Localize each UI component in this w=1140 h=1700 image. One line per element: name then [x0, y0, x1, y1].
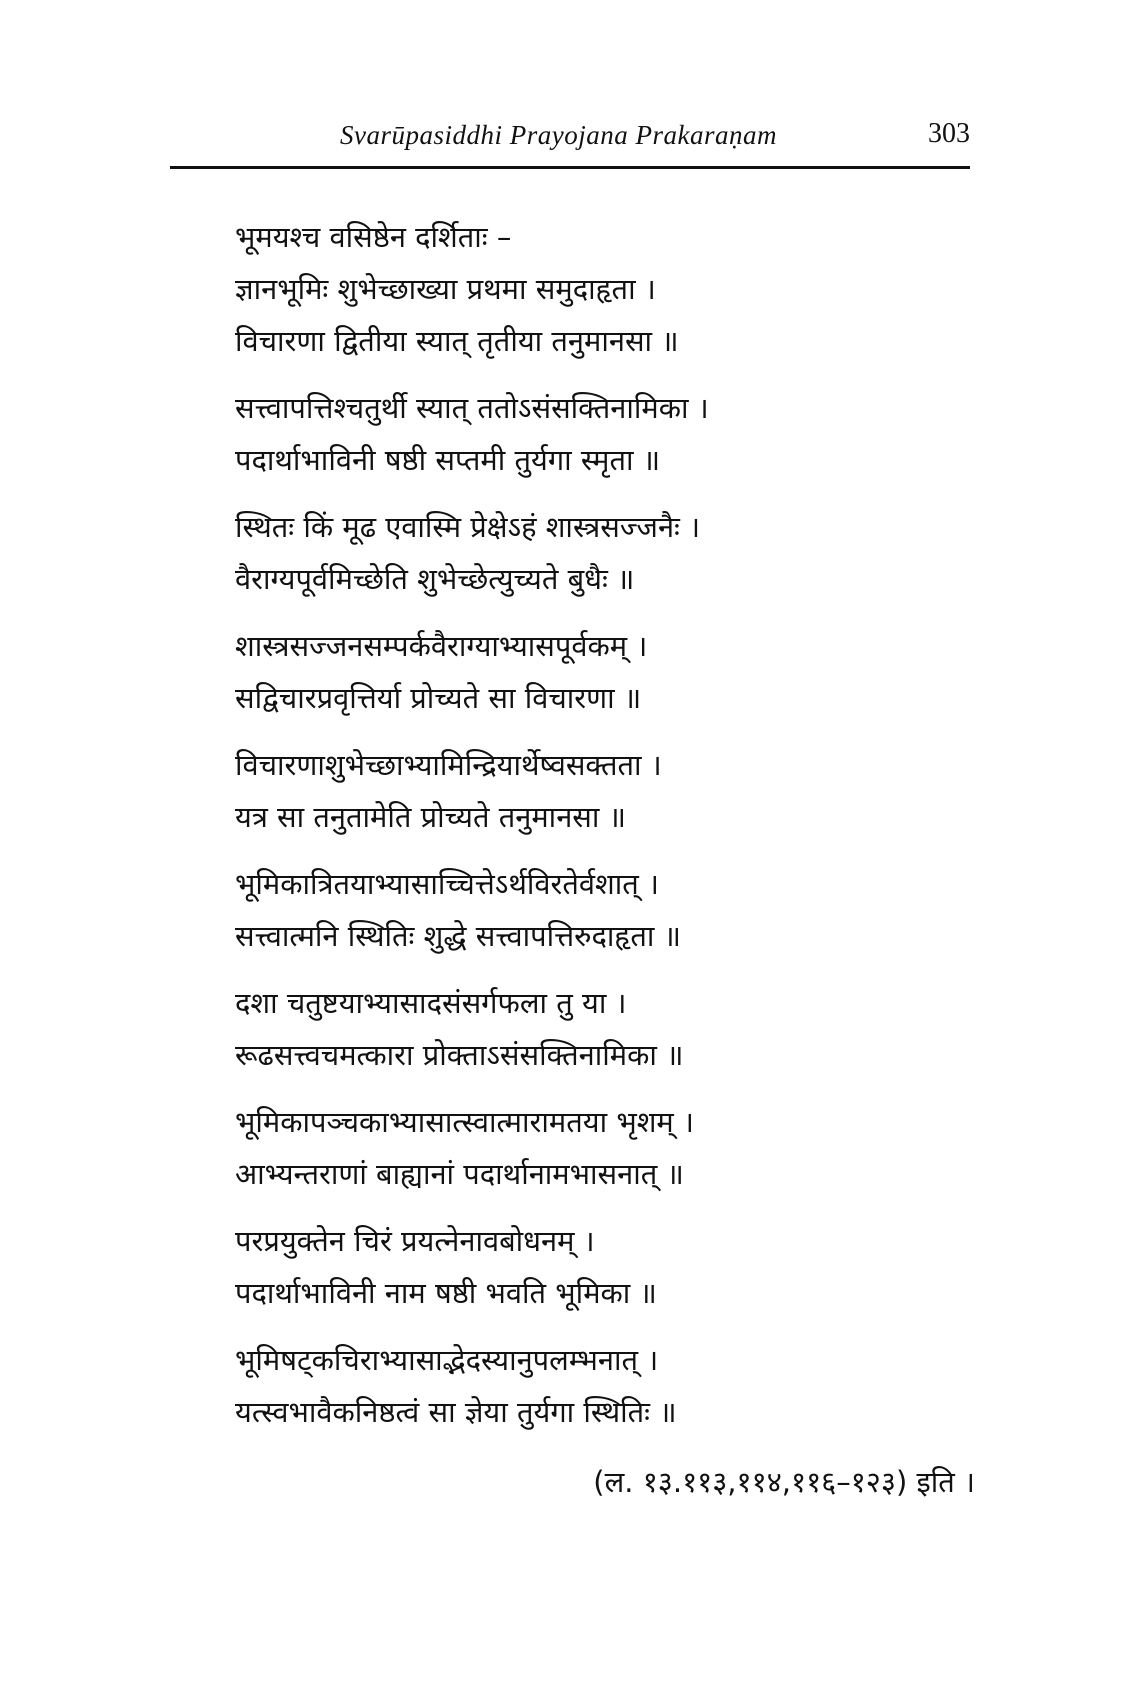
verse-line: वैराग्यपूर्वमिच्छेति शुभेच्छेत्युच्यते बुधैः ॥ [235, 562, 635, 596]
verse-line: भूमिकापञ्चकाभ्यासात्स्वात्मारामतया भृशम् । [235, 1105, 694, 1139]
verse-line: यत्र सा तनुतामेति प्रोच्यते तनुमानसा ॥ [235, 800, 626, 834]
verse-line: सद्विचारप्रवृत्तिर्या प्रोच्यते सा विचारणा ॥ [235, 681, 642, 715]
verse-body [235, 211, 995, 1453]
stanza [235, 1096, 995, 1200]
stanza [235, 1334, 995, 1438]
verse-line: विचारणा द्वितीया स्यात् तृतीया तनुमानसा ॥ [235, 324, 679, 358]
verse-line: यत्स्वभावैकनिष्ठत्वं सा ज्ञेया तुर्यगा स्थितिः ॥ [235, 1395, 677, 1429]
running-title: Svarūpasiddhi Prayojana Prakaraṇam [340, 120, 777, 150]
verse-line: पदार्थाभाविनी षष्ठी सप्तमी तुर्यगा स्मृता ॥ [235, 443, 661, 477]
page-number: 303 [928, 118, 970, 149]
verse-line: ज्ञानभूमिः शुभेच्छाख्या प्रथमा समुदाहृता । [235, 272, 656, 306]
header-rule [170, 166, 970, 169]
stanza [235, 382, 995, 486]
verse-line: आभ्यन्तराणां बाह्यानां पदार्थानामभासनात् ॥ [235, 1157, 684, 1191]
verse-line: सत्त्वात्मनि स्थितिः शुद्धे सत्त्वापत्तिरुदाहृता ॥ [235, 919, 682, 953]
verse-line: भूमिषट्कचिराभ्यासाद्भेदस्यानुपलम्भनात् । [235, 1343, 659, 1377]
stanza [235, 620, 995, 724]
stanza [235, 501, 995, 605]
stanza [235, 739, 995, 843]
verse-line: विचारणाशुभेच्छाभ्यामिन्द्रियार्थेष्वसक्तता । [235, 748, 662, 782]
verse-line: दशा चतुष्टयाभ्यासादसंसर्गफला तु या । [235, 986, 627, 1020]
verse-line: सत्त्वापत्तिश्चतुर्थी स्यात् ततोऽसंसक्तिनामिका । [235, 391, 709, 425]
stanza [235, 977, 995, 1081]
verse-line: भूमयश्च वसिष्ठेन दर्शिताः – [235, 220, 512, 254]
source-reference: (ल. १३.११३,११४,११६–१२३) इति । [593, 1465, 975, 1499]
verse-line: स्थितः किं मूढ एवास्मि प्रेक्षेऽहं शास्त्रसज्जनैः । [235, 510, 701, 544]
verse-line: शास्त्रसज्जनसम्पर्कवैराग्याभ्यासपूर्वकम् । [235, 629, 648, 663]
verse-line: भूमिकात्रितयाभ्यासाच्चित्तेऽर्थविरतेर्वशात् । [235, 867, 660, 901]
stanza [235, 211, 995, 367]
stanza [235, 1215, 995, 1319]
verse-line: परप्रयुक्तेन चिरं प्रयत्नेनावबोधनम् । [235, 1224, 595, 1258]
verse-line: पदार्थाभाविनी नाम षष्ठी भवति भूमिका ॥ [235, 1276, 657, 1310]
stanza [235, 858, 995, 962]
verse-line: रूढसत्त्वचमत्कारा प्रोक्ताऽसंसक्तिनामिका ॥ [235, 1038, 684, 1072]
